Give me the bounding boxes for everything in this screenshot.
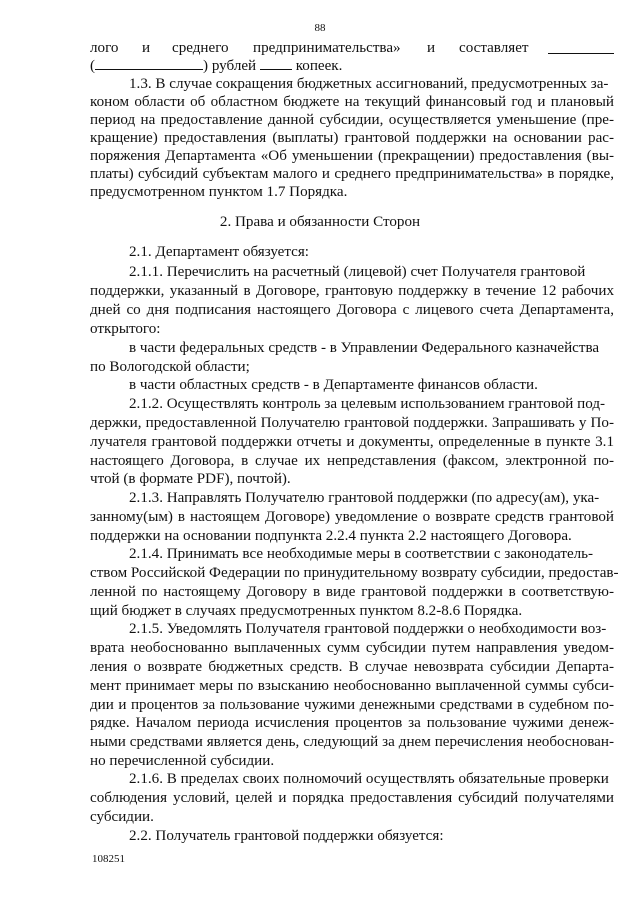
paragraph-line: чтой (в формате PDF), почтой). [90,471,291,487]
text-segment: копеек. [295,58,343,74]
paragraph-line: предусмотренном пунктом 1.7 Порядка. [90,184,348,200]
paragraph-line: субсидии. [90,809,154,825]
paragraph-line: мент принимает меры по взысканию необоснованно выплаченной суммы субси- [90,678,614,694]
paragraph-line: в части областных средств - в Департаменте финансов области. [129,377,538,393]
paragraph-line: рядке. Началом периода исчисления процентов за пользование чужими денеж- [90,715,614,731]
text-line [90,57,614,75]
page-number: 88 [314,22,326,34]
paragraph-line: занному(ым) в настоящем Договоре) уведомление о возврате средств грантовой [90,509,614,525]
section-heading: 2. Права и обязанности Сторон [219,214,421,230]
paragraph-line: 1.3. В случае сокращения бюджетных ассигнований, предусмотренных за- [129,76,609,92]
paragraph-line: поряжения Департамента «Об уменьшении (прекращении) предоставления (вы- [90,148,614,164]
paragraph-line: 2.1. Департамент обязуется: [129,244,309,260]
paragraph-line: 2.1.2. Осуществлять контроль за целевым использованием грантовой под- [129,396,606,412]
paragraph-line: врата необоснованно выплаченных сумм субсидии путем направления уведом- [90,640,614,656]
paragraph-line: дней со дня подписания настоящего Договора с лицевого счета Департамента, [90,302,614,318]
paragraph-line: лучателя грантовой поддержки отчеты и документы, определенные в пункте 3.1 [90,434,614,450]
paragraph-line: 2.1.1. Перечислить на расчетный (лицевой) счет Получателя грантовой [129,264,586,280]
text-segment: ) рублей [203,58,257,74]
paragraph-line: 2.2. Получатель грантовой поддержки обязуется: [129,828,444,844]
paragraph-line: но перечисленной субсидии. [90,753,275,769]
word: и [142,40,151,56]
paragraph-line: коном области об областном бюджете на текущий финансовый год и плановый [90,94,614,110]
paragraph-line: по Вологодской области; [90,359,250,375]
word: и [427,40,436,56]
text-segment: ( [90,58,96,74]
paragraph-line: щий бюджет в случаях предусмотренных пунктом 8.2-8.6 Порядка. [90,603,523,619]
paragraph-line: открытого: [90,321,161,337]
paragraph-line: дии и процентов за пользование чужими денежными средствами в судебном по- [90,697,614,713]
word: среднего [172,40,229,56]
text-line [90,39,614,57]
paragraph-line: поддержки, указанный в Договоре, грантовую поддержку в течение 12 рабочих [90,283,614,299]
paragraph-line: соблюдения условий, целей и порядка предоставления субсидий получателями [90,790,614,806]
paragraph-line: ленной по настоящему Договору в виде грантовой поддержки в соответствую- [90,584,614,600]
paragraph-line: платы) субсидий субъектам малого и среднего предпринимательства» в порядке, [90,166,614,182]
paragraph-line: 2.1.3. Направлять Получателю грантовой поддержки (по адресу(ам), ука- [129,490,600,506]
word: лого [90,40,119,56]
paragraph-line: в части федеральных средств - в Управлении Федерального казначейства [129,340,600,356]
word: предпринимательства» [253,40,401,56]
paragraph-line: ством Российской Федерации по принудительному возврату субсидии, предостав- [90,565,619,581]
paragraph-line: период на предоставление данной субсидии, осуществляется уменьшение (пре- [90,112,614,128]
paragraph-line: поддержки на основании подпункта 2.2.4 пункта 2.2 настоящего Договора. [90,528,572,544]
paragraph-line: настоящего Договора, в случае их непредставления (факсом, электронной по- [90,453,614,469]
paragraph-line: кращение) предоставления (выплаты) грантовой поддержки на основании рас- [90,130,614,146]
paragraph-line: 2.1.6. В пределах своих полномочий осуществлять обязательные проверки [129,771,609,787]
kopecks-blank [260,57,292,70]
paragraph-line: ления о возврате бюджетных средств. В случае невозврата субсидии Департа- [90,659,614,675]
paragraph-line: держки, предоставленной Получателю грантовой поддержки. Запрашивать у По- [90,415,614,431]
paragraph-line: ными средствами является день, следующий за днем перечисления необоснован- [90,734,614,750]
paragraph-line: 2.1.4. Принимать все необходимые меры в соответствии с законодатель- [129,546,594,562]
document-code: 108251 [92,853,125,865]
word: составляет [459,40,529,56]
amount-blank [548,41,614,54]
paragraph-line: 2.1.5. Уведомлять Получателя грантовой поддержки о необходимости воз- [129,621,607,637]
rubles-blank [95,57,203,70]
